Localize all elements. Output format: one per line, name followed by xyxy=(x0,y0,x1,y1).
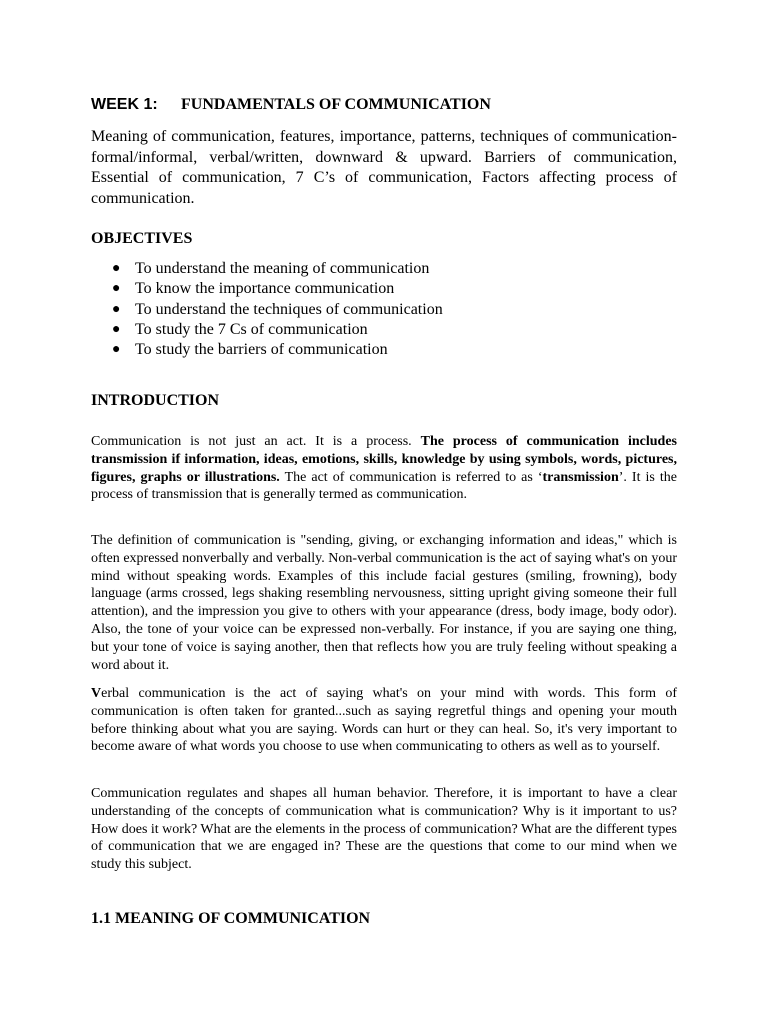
objective-text: To understand the techniques of communication xyxy=(135,300,443,318)
objective-text: To know the importance communication xyxy=(135,280,395,298)
introduction-heading: INTRODUCTION xyxy=(91,392,220,409)
intro-p1-bold-term: transmission xyxy=(542,469,619,485)
intro-paragraph-3 xyxy=(91,685,677,756)
list-item xyxy=(91,340,677,360)
list-item xyxy=(91,279,677,299)
bullet-icon: ● xyxy=(112,301,121,317)
intro-p3-initial: V xyxy=(91,686,102,701)
bullet-icon: ● xyxy=(112,321,121,337)
list-item xyxy=(91,320,677,340)
bullet-icon: ● xyxy=(112,281,121,297)
intro-paragraph-1 xyxy=(91,433,677,504)
intro-p1-part3: ’. It is the process of transmission that is generally termed as communication. xyxy=(91,469,677,503)
week-label: WEEK 1: xyxy=(91,96,158,113)
syllabus-paragraph: Meaning of communication, features, importance, patterns, techniques of communication- formal/informal, verbal/written, downward & upward. Barriers of communication, Essential of communication, 7 C’s of communication, Factors affecting process of communication. xyxy=(91,128,677,207)
objectives-list xyxy=(91,259,677,360)
section-heading: 1.1 MEANING OF COMMUNICATION xyxy=(91,910,371,927)
intro-p1-part2: The act of communication is referred to as ‘ xyxy=(279,469,543,485)
intro-paragraph-2: The definition of communication is "sending, giving, or exchanging information and ideas," which is often expressed nonverbally and verbally. Non-verbal communication is the act of saying what's on your mind without speaking words. Examples of this include facial gestures (smiling, frowning), body language (arms crossed, legs shaking resembling nervousness, sitting upright giving someone their full attention), and the impression you give to others with your appearance (dress, body image, body odor). Also, the tone of your voice can be expressed non-verbally. For instance, if you are saying one thing, but your tone of voice is saying another, then that reflects how you are truly feeling without speaking a word about it. xyxy=(91,533,677,673)
week-heading xyxy=(91,95,677,115)
bullet-icon: ● xyxy=(112,261,121,276)
intro-p3-rest: erbal communication is the act of saying what's on your mind with words. This form of communication is often taken for granted...such as saying regretful things and opening your mouth before thinking about what you are saying. Words can hurt or they can heal. So, it's very important to become aware of what words you choose to use when communicating to others as well as to yourself. xyxy=(91,686,677,755)
objectives-heading: OBJECTIVES xyxy=(91,230,193,247)
bullet-icon: ● xyxy=(112,342,121,358)
list-item xyxy=(91,300,677,320)
objective-text: To study the 7 Cs of communication xyxy=(135,320,368,338)
intro-p1-bold-definition: The process of communication includes transmission if information, ideas, emotions, skills, knowledge by using symbols, words, pictures, figures, graphs or illustrations. xyxy=(91,434,677,485)
intro-p1-part1: Communication is not just an act. It is a process. xyxy=(91,434,421,449)
objective-text: To understand the meaning of communication xyxy=(135,260,430,277)
objective-text: To study the barriers of communication xyxy=(135,341,388,359)
list-item xyxy=(91,259,677,279)
intro-paragraph-4: Communication regulates and shapes all human behavior. Therefore, it is important to have a clear understanding of the concepts of communication what is communication? Why is it important to us? How does it work? What are the elements in the process of communication? What are the different types of communication that we are engaged in? These are the questions that come to our mind when we study this subject. xyxy=(91,786,677,873)
week-title: FUNDAMENTALS OF COMMUNICATION xyxy=(181,96,491,113)
